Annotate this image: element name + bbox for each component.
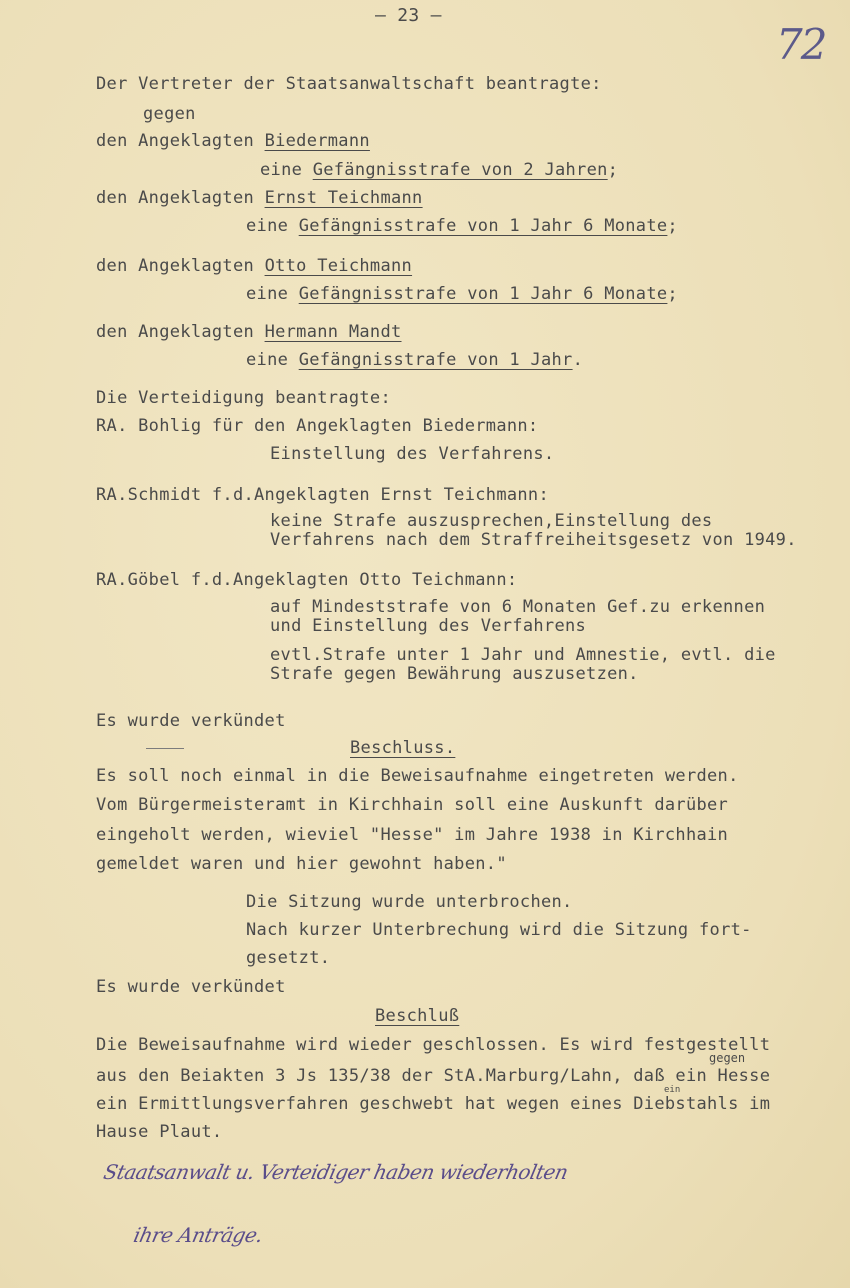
announcement: Es wurde verkündet bbox=[96, 977, 286, 997]
defense-schmidt-request: keine Strafe auszusprechen,Einstellung des bbox=[270, 511, 713, 531]
decision-text: aus den Beiakten 3 Js 135/38 der StA.Marburg/Lahn, daß ein Hesse bbox=[96, 1066, 771, 1086]
gegen-line: gegen bbox=[143, 104, 196, 124]
sentence-line: eine Gefängnisstrafe von 1 Jahr 6 Monate; bbox=[246, 216, 678, 236]
defendant-name: Otto Teichmann bbox=[264, 256, 413, 276]
sentence-text: Gefängnisstrafe von 1 Jahr 6 Monate bbox=[298, 284, 668, 304]
handwritten-note: Staatsanwalt u. Verteidiger haben wiederholten bbox=[101, 1160, 571, 1184]
defense-bohlig-request: Einstellung des Verfahrens. bbox=[270, 444, 555, 464]
session-text: Nach kurzer Unterbrechung wird die Sitzung fort- bbox=[246, 920, 752, 940]
sentence-text: Gefängnisstrafe von 1 Jahr bbox=[298, 350, 573, 370]
defense-schmidt-request: Verfahrens nach dem Straffreiheitsgesetz von 1949. bbox=[270, 530, 797, 550]
defendant-name: Hermann Mandt bbox=[264, 322, 402, 342]
decision-text: Vom Bürgermeisteramt in Kirchhain soll eine Auskunft darüber bbox=[96, 795, 729, 815]
decision-text: eingeholt werden, wieviel "Hesse" im Jahre 1938 in Kirchhain bbox=[96, 825, 729, 845]
prosecutor-intro: Der Vertreter der Staatsanwaltschaft beantragte: bbox=[96, 74, 602, 94]
decision-text: Hause Plaut. bbox=[96, 1122, 223, 1142]
decision-text: Es soll noch einmal in die Beweisaufnahme eingetreten werden. bbox=[96, 766, 739, 786]
defense-goebel: RA.Göbel f.d.Angeklagten Otto Teichmann: bbox=[96, 570, 518, 590]
pen-mark bbox=[146, 748, 184, 749]
sentence-text: Gefängnisstrafe von 2 Jahren bbox=[312, 160, 608, 180]
defense-intro: Die Verteidigung beantragte: bbox=[96, 388, 391, 408]
decision-heading: Beschluß bbox=[375, 1006, 460, 1026]
sentence-line: eine Gefängnisstrafe von 2 Jahren; bbox=[260, 160, 619, 180]
defense-goebel-request: Strafe gegen Bewährung auszusetzen. bbox=[270, 664, 639, 684]
sentence-line: eine Gefängnisstrafe von 1 Jahr. bbox=[246, 350, 584, 370]
page-number: – 23 – bbox=[375, 5, 442, 26]
defendant-line: den Angeklagten Biedermann bbox=[96, 131, 370, 151]
defense-goebel-request: evtl.Strafe unter 1 Jahr und Amnestie, evtl. die bbox=[270, 645, 776, 665]
defendant-name: Ernst Teichmann bbox=[264, 188, 423, 208]
decision-text: Die Beweisaufnahme wird wieder geschlossen. Es wird festgestellt bbox=[96, 1035, 771, 1055]
defense-schmidt: RA.Schmidt f.d.Angeklagten Ernst Teichmann: bbox=[96, 485, 549, 505]
folio-stamp: 72 bbox=[776, 20, 826, 69]
decision-heading: Beschluss. bbox=[350, 738, 456, 758]
defense-goebel-request: und Einstellung des Verfahrens bbox=[270, 616, 587, 636]
interlinear-insert: gegen bbox=[709, 1051, 746, 1065]
decision-text: ein Ermittlungsverfahren geschwebt hat wegen eines Diebstahls im bbox=[96, 1094, 771, 1114]
handwritten-note: ihre Anträge. bbox=[131, 1223, 265, 1247]
defense-goebel-request: auf Mindeststrafe von 6 Monaten Gef.zu erkennen bbox=[270, 597, 766, 617]
defendant-line: den Angeklagten Otto Teichmann bbox=[96, 256, 413, 276]
announcement: Es wurde verkündet bbox=[96, 711, 286, 731]
sentence-text: Gefängnisstrafe von 1 Jahr 6 Monate bbox=[298, 216, 668, 236]
defendant-line: den Angeklagten Ernst Teichmann bbox=[96, 188, 423, 208]
session-text: Die Sitzung wurde unterbrochen. bbox=[246, 892, 573, 912]
decision-text: gemeldet waren und hier gewohnt haben." bbox=[96, 854, 507, 874]
defense-bohlig: RA. Bohlig für den Angeklagten Biedermann: bbox=[96, 416, 539, 436]
interlinear-insert: ein bbox=[664, 1085, 681, 1095]
defendant-line: den Angeklagten Hermann Mandt bbox=[96, 322, 402, 342]
session-text: gesetzt. bbox=[246, 948, 331, 968]
sentence-line: eine Gefängnisstrafe von 1 Jahr 6 Monate; bbox=[246, 284, 678, 304]
defendant-name: Biedermann bbox=[264, 131, 370, 151]
